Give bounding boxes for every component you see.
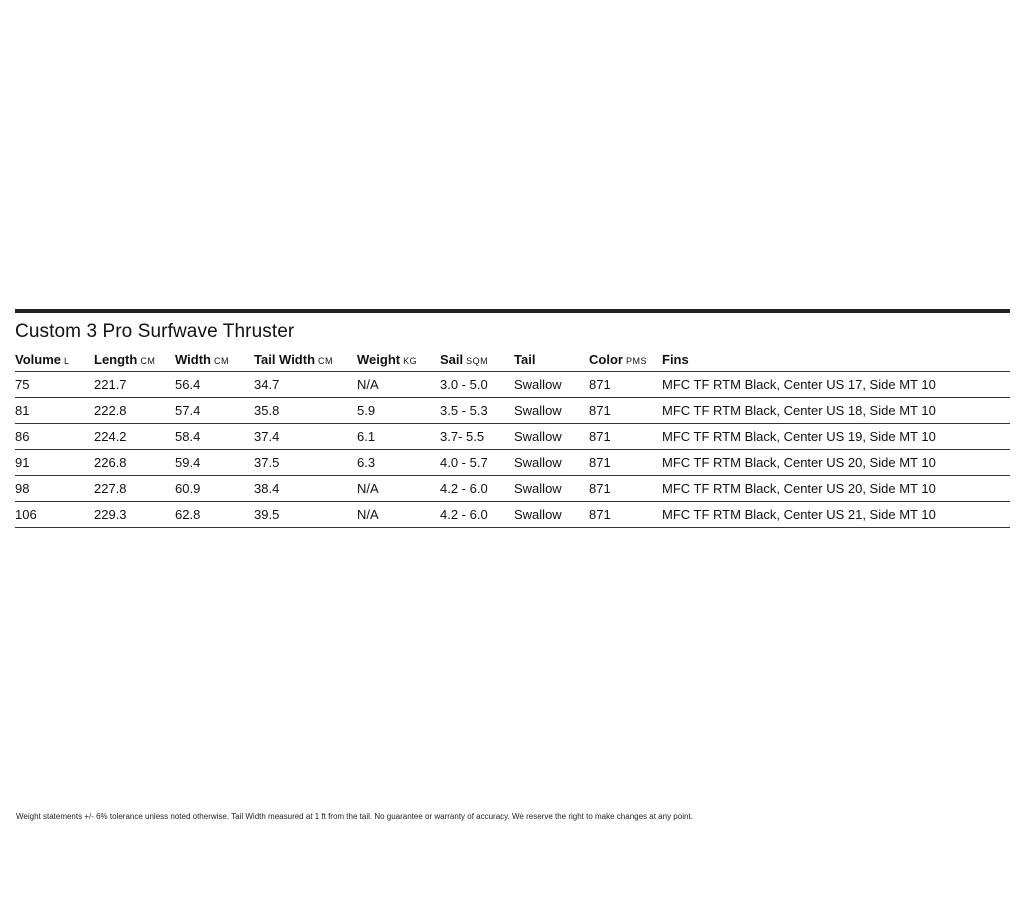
cell-tail: Swallow <box>514 424 589 450</box>
cell-volume: 81 <box>15 398 94 424</box>
cell-width: 62.8 <box>175 502 254 528</box>
cell-fins: MFC TF RTM Black, Center US 17, Side MT 10 <box>662 372 1010 398</box>
cell-tail-width: 34.7 <box>254 372 357 398</box>
cell-sail: 4.2 - 6.0 <box>440 502 514 528</box>
cell-fins: MFC TF RTM Black, Center US 18, Side MT 10 <box>662 398 1010 424</box>
cell-tail: Swallow <box>514 398 589 424</box>
column-unit: CM <box>318 355 334 366</box>
cell-length: 222.8 <box>94 398 175 424</box>
column-label: Tail Width <box>254 351 316 367</box>
cell-color: 871 <box>589 450 662 476</box>
cell-color: 871 <box>589 372 662 398</box>
column-header-sail <box>440 347 514 372</box>
cell-width: 57.4 <box>175 398 254 424</box>
cell-volume: 98 <box>15 476 94 502</box>
column-label: Fins <box>662 351 689 367</box>
top-rule <box>15 309 1010 313</box>
table-row <box>15 398 1010 424</box>
cell-sail: 3.5 - 5.3 <box>440 398 514 424</box>
cell-color: 871 <box>589 424 662 450</box>
column-unit: L <box>64 355 70 366</box>
column-unit: KG <box>403 355 418 366</box>
cell-fins: MFC TF RTM Black, Center US 21, Side MT 10 <box>662 502 1010 528</box>
cell-color: 871 <box>589 502 662 528</box>
cell-tail-width: 37.5 <box>254 450 357 476</box>
cell-length: 221.7 <box>94 372 175 398</box>
column-unit: CM <box>213 355 229 366</box>
column-header-volume <box>15 347 94 372</box>
disclaimer-footnote: Weight statements +/- 6% tolerance unless noted otherwise. Tail Width measured at 1 ft from the tail. No guarantee or warranty of accuracy. We reserve the right to make changes at any point. <box>16 812 693 821</box>
header-row <box>15 347 1010 372</box>
column-header-width <box>175 347 254 372</box>
table-row <box>15 372 1010 398</box>
cell-sail: 3.7- 5.5 <box>440 424 514 450</box>
column-header-color <box>589 347 662 372</box>
column-unit: SQM <box>466 355 489 366</box>
column-label: Color <box>589 351 623 367</box>
cell-sail: 4.0 - 5.7 <box>440 450 514 476</box>
column-header-fins <box>662 347 1010 372</box>
table-title: Custom 3 Pro Surfwave Thruster <box>15 321 295 342</box>
column-label: Length <box>94 351 138 367</box>
cell-fins: MFC TF RTM Black, Center US 19, Side MT 10 <box>662 424 1010 450</box>
column-header-tail <box>514 347 589 372</box>
cell-weight: N/A <box>357 502 440 528</box>
cell-weight: N/A <box>357 476 440 502</box>
cell-tail: Swallow <box>514 502 589 528</box>
cell-width: 59.4 <box>175 450 254 476</box>
column-label: Weight <box>357 351 401 367</box>
cell-length: 224.2 <box>94 424 175 450</box>
cell-tail: Swallow <box>514 450 589 476</box>
cell-volume: 86 <box>15 424 94 450</box>
cell-tail: Swallow <box>514 476 589 502</box>
cell-width: 56.4 <box>175 372 254 398</box>
spec-block <box>15 309 1010 528</box>
cell-tail-width: 38.4 <box>254 476 357 502</box>
column-header-weight <box>357 347 440 372</box>
column-label: Tail <box>514 351 536 367</box>
table-row <box>15 450 1010 476</box>
cell-weight: 6.3 <box>357 450 440 476</box>
column-label: Width <box>175 351 211 367</box>
cell-color: 871 <box>589 398 662 424</box>
column-unit: CM <box>140 355 156 366</box>
cell-fins: MFC TF RTM Black, Center US 20, Side MT 10 <box>662 476 1010 502</box>
cell-fins: MFC TF RTM Black, Center US 20, Side MT 10 <box>662 450 1010 476</box>
cell-width: 60.9 <box>175 476 254 502</box>
table-row <box>15 476 1010 502</box>
table-row <box>15 424 1010 450</box>
column-label: Volume <box>15 351 61 367</box>
cell-weight: 6.1 <box>357 424 440 450</box>
cell-tail: Swallow <box>514 372 589 398</box>
cell-tail-width: 37.4 <box>254 424 357 450</box>
cell-sail: 4.2 - 6.0 <box>440 476 514 502</box>
cell-length: 229.3 <box>94 502 175 528</box>
cell-weight: 5.9 <box>357 398 440 424</box>
cell-tail-width: 39.5 <box>254 502 357 528</box>
cell-length: 226.8 <box>94 450 175 476</box>
column-header-length <box>94 347 175 372</box>
cell-weight: N/A <box>357 372 440 398</box>
cell-color: 871 <box>589 476 662 502</box>
cell-width: 58.4 <box>175 424 254 450</box>
cell-length: 227.8 <box>94 476 175 502</box>
column-header-tail-width <box>254 347 357 372</box>
cell-volume: 91 <box>15 450 94 476</box>
cell-sail: 3.0 - 5.0 <box>440 372 514 398</box>
spec-table <box>15 347 1010 528</box>
column-label: Sail <box>440 351 464 367</box>
table-row <box>15 502 1010 528</box>
column-unit: PMS <box>625 355 647 366</box>
cell-tail-width: 35.8 <box>254 398 357 424</box>
cell-volume: 75 <box>15 372 94 398</box>
cell-volume: 106 <box>15 502 94 528</box>
